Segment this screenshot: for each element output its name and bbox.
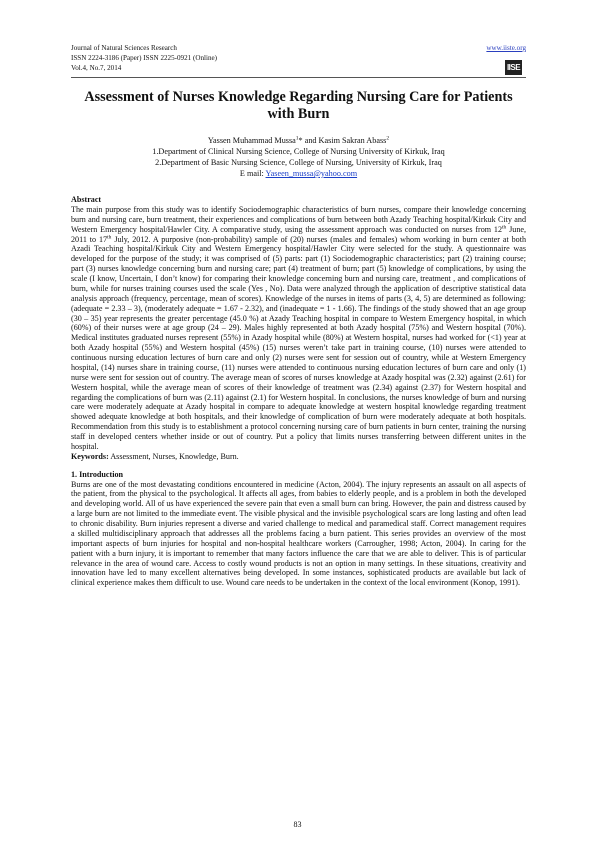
volume-line: Vol.4, No.7, 2014 [71, 64, 122, 72]
intro-heading: 1. Introduction [71, 469, 124, 479]
page-number: 83 [293, 820, 302, 829]
intro-text: Burns are one of the most devastating conditions encountered in medicine (Acton, 2004). The injury represents an assault on all aspects of the patient, from the physical to the psychological. It affects all ages, from babies to elderly people, and is a problem in both the developed and developing world. All of us have experienced the severe pain that even a small burn can bring. However, the pain and distress caused by a large burn are not limited to the immediate event. The visible physical and the invisible psychological scars are long lasting and often lead to chronic disability. Burn injuries represent a diverse and varied challenge to medical and paramedical staff. Correct management requires a skilled multidisciplinary approach that addresses all the problems facing a burn patient. This series provides an overview of the most important aspects of burn injuries for hospital and non-hospital healthcare workers (Carrougher, 1998; Acton, 2004). In caring for the patient with a burn injury, it is important to remember that many factors influence the care that we are able to deliver. This is of particular relevance in the area of wound care. Access to costly wound products is not an option in many settings. In these situations, creativity and innovation have led to many excellent alternatives being developed. In some instances, sophisticated products are available but lack of clinical experience makes them difficult to use. Wound care needs to be undertaken in the context of the local environment (Konop, 1991). [71, 479, 526, 588]
abstract-heading: Abstract [71, 195, 102, 204]
keywords-line: Keywords: Assessment, Nurses, Knowledge, Burn. [71, 451, 239, 461]
abstract-text: The main purpose from this study was to identify Sociodemographic characteristics of burn nurses, compare their knowledge concerning burn and nursing care, burn treatment, their experiences and complications of burn between both Azady Teaching hospital/Kirkuk City and Western Emergency hospital/Hawler City. A comparative study, using the assessment approach was conducted on nurses from 12th June, 2011 to 17th July, 2012. A purposive (non-probability) sample of (20) nurses (males and females) whom working in burn center at both Azadi Teaching hospital/Kirkuk City and Western Emergency hospital/Hawler City were selected for the study. A questionnaire was developed for the purpose of the study; it was comprised of (5) parts: part (1) Sociodemographic characteristics; part (2) training course; part (3) nurses knowledge concerning burn and nursing care; part (4) treatment of burn; part (5) knowledge of complications, by using the scale (I know, Uncertain, I don’t know) for comparing their knowledge concerning burn and nursing care, treatment , and complications of burn, while for nurses training courses used the scale (Yes , No). Data were analyzed through the application of descriptive statistical data analysis approach (frequency, percentage, mean of scores). Knowledge of the nurses in items of parts (3, 4, 5) are determined as following: (adequate = 2.33 – 3), (moderately adequate = 1.67 - 2.32), and (inadequate = 1 - 1.66). The findings of the study showed that an age group (30 – 35) year represents the greater percentage (45.0 %) at Azady Teaching hospital in compare to Western Emergency hospital, in which (60%) of their nurses were at age group (24 – 29). Males highly represented at both Azady hospital (75%) and Western hospital (70%). Medical institutes graduated nurses represent (55%) in Azady hospital while (80%) at Western hospital, nurses had worked for (<1) year at both Azady hospital (55%) and Western hospital (45%) (15) nurses weren’t take part in training course, (10) nurses were attended to continuous nursing education lectures of burn care and only (2) nurses were sent for session out of country, while at Western Emergency hospital, (14) nurses share in training course, (11) nurses were attended to continuous nursing education lectures of burn care and only (1) nurse were sent for session out of country. The average mean of scores of nurses knowledge at Azady hospital was (2.32) against (2.61) for Western hospital, while the average mean of scores of their knowledge of treatment was (2.34) against (2.37) for Western hospital and regarding the complications of burn was (2.11) against (2.1) for Western hospital. In conclusions, the nurses knowledge of burn and nursing care were moderately adequate at Azady hospital in compare to adequate knowledge at western hospital knowledge regarding treatment showed adequate knowledge at both hospitals, and their knowledge of complication of burn were moderately adequate at both hospitals. Recommendation from this study is to establishment a protocol concerning nursing care of burn patients in burn center, training the nursing staff in developed centers whether inside or out of country. Put a policy that limits nurses transferring between different unites in the hospital. [71, 204, 526, 451]
header-rule [71, 77, 526, 78]
iiste-logo: IISE [505, 60, 522, 75]
author-block [71, 135, 526, 179]
journal-url-link[interactable]: www.iiste.org [486, 44, 526, 52]
email-line: E mail: Yaseen_mussa@yahoo.com [239, 169, 358, 178]
journal-header [71, 43, 526, 73]
issn-line: ISSN 2224-3186 (Paper) ISSN 2225-0921 (Online) [71, 54, 218, 62]
author-names: Yassen Muhammad Mussa$^1$* and Kasim Sakran Abass$^2$ [207, 135, 390, 145]
affiliation-2: 2.Department of Basic Nursing Science, College of Nursing, University of Kirkuk, Iraq [155, 158, 442, 167]
email-link[interactable]: Yaseen_mussa@yahoo.com [265, 169, 358, 178]
affiliation-1: 1.Department of Clinical Nursing Science, College of Nursing University of Kirkuk, Iraq [152, 147, 445, 156]
paper-body [71, 195, 526, 588]
paper-title: Assessment of Nurses Knowledge Regarding Nursing Care for Patients with Burn [84, 89, 513, 122]
journal-name: Journal of Natural Sciences Research [71, 44, 177, 52]
